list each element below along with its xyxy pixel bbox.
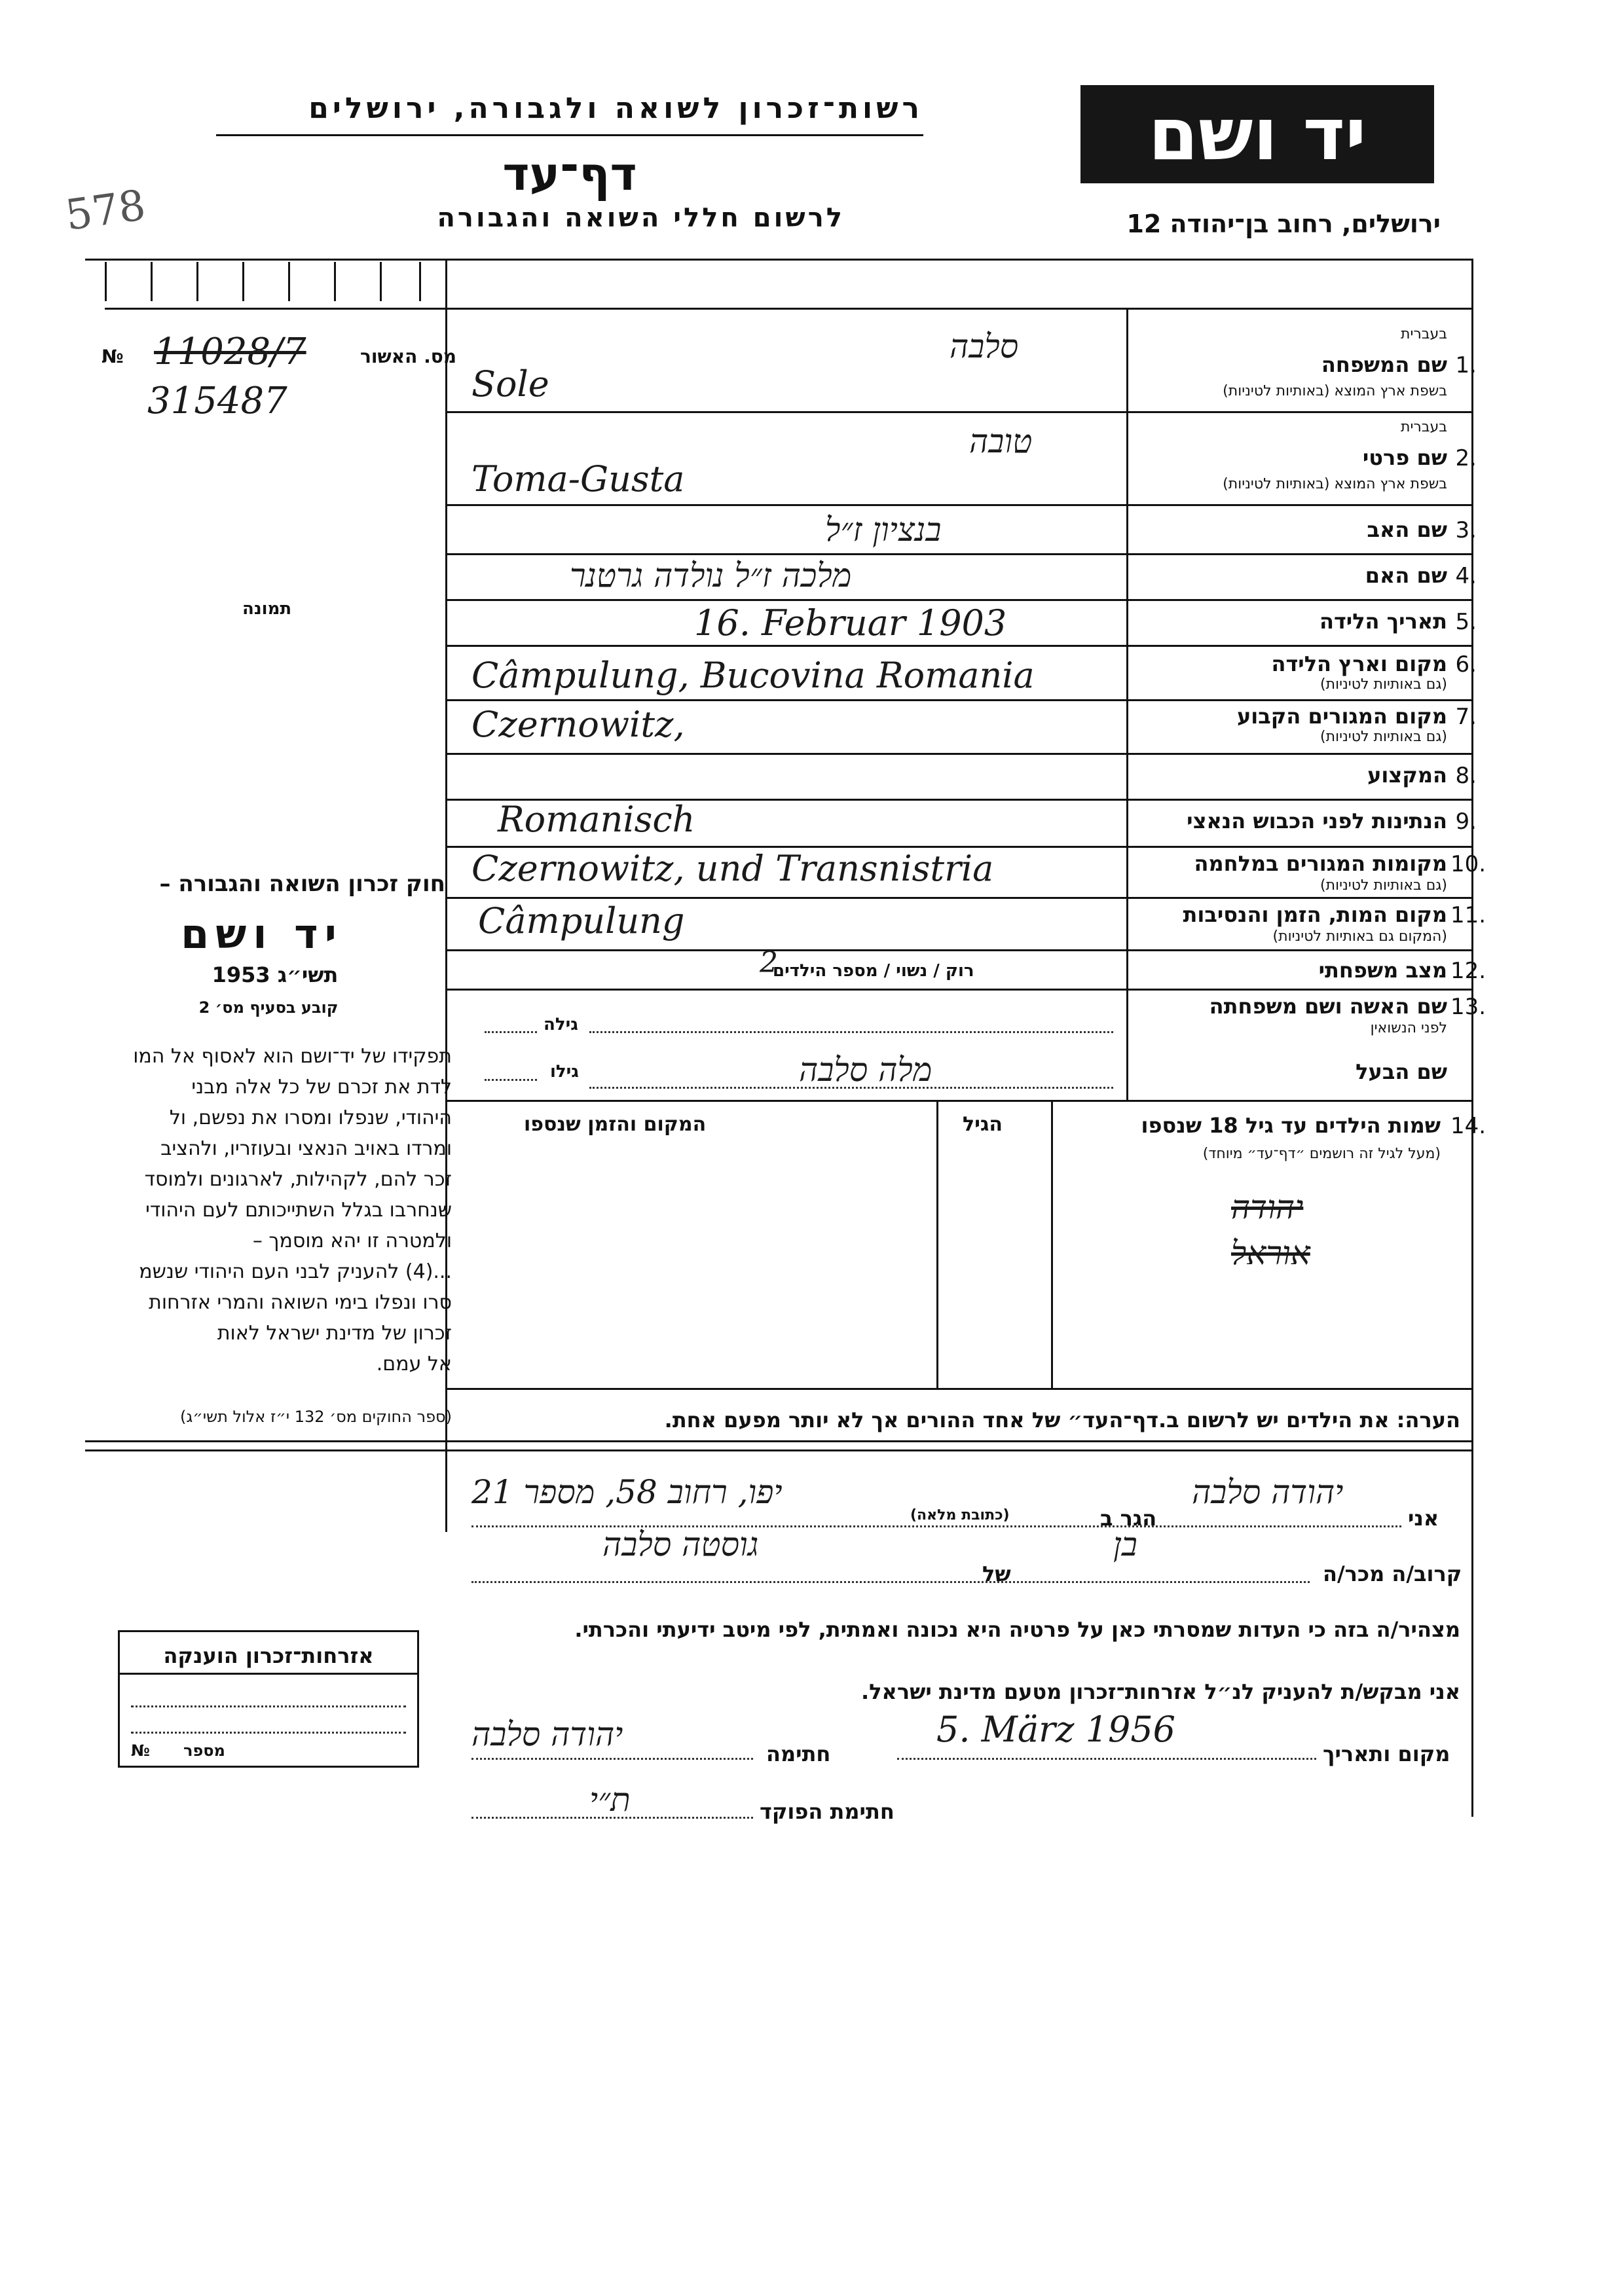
ruler-cell	[151, 262, 153, 301]
row12-number: 12.	[1450, 958, 1486, 984]
certificate-title-divider	[120, 1673, 417, 1675]
children-divider	[936, 1100, 938, 1388]
frame-second	[105, 308, 1473, 310]
husband-value[interactable]: מלה סלבה	[799, 1051, 932, 1089]
remark-divider-double	[85, 1449, 1473, 1451]
row2-label: שם פרטי	[1362, 445, 1447, 470]
child-entry-struck[interactable]: יהודה	[1231, 1188, 1304, 1226]
row7-note: (גם באותיות לטיניות)	[1320, 729, 1447, 745]
children-title: שמות הילדים עד גיל 18 שנספו	[1141, 1113, 1441, 1138]
remark-divider	[85, 1440, 1473, 1442]
law-line: ומרדו באויב הנאצי ובעוזריו, ולהציב	[160, 1137, 452, 1160]
row13-age-label: גילה	[544, 1015, 578, 1034]
row5-value[interactable]: 16. Februar 1903	[694, 602, 1007, 644]
row5-label: תאריך הלידה	[1319, 609, 1447, 634]
row11-number: 11.	[1450, 902, 1486, 928]
row3-number: 3.	[1455, 517, 1477, 543]
row-divider	[445, 411, 1473, 413]
remark: הערה: את הילדים יש לרשום ב.דף־העד״ של אחד ההורים אך לא יותר מפעם אחת.	[664, 1408, 1460, 1432]
row4-value[interactable]: מלכה ז״ל נולדה גרטנר	[570, 556, 852, 594]
decl-place-date-dots[interactable]	[897, 1758, 1316, 1760]
row-divider	[445, 553, 1473, 555]
certificate-dots[interactable]	[131, 1705, 406, 1707]
row-divider	[445, 897, 1473, 899]
row9-value[interactable]: Romanisch	[498, 799, 695, 840]
stamp-number: 578	[62, 181, 149, 241]
child-entry-struck[interactable]: אוראל	[1231, 1234, 1310, 1272]
husband-value-dots[interactable]	[589, 1087, 1113, 1089]
row6-value[interactable]: Câmpulung, Bucovina Romania	[471, 655, 1035, 696]
row2-hebrew-sub: בעברית	[1400, 419, 1447, 435]
decl-signature-dots[interactable]	[471, 1758, 753, 1760]
law-line: ולמטרה זו יהא מוסמך –	[252, 1230, 452, 1252]
decl-place-date-value[interactable]: 5. März 1956	[936, 1709, 1176, 1750]
row11-value[interactable]: Câmpulung	[478, 900, 685, 941]
row12-field-text: רוק / נשוי / מספר הילדים	[773, 961, 974, 981]
husband-age-label: גילו	[550, 1062, 579, 1082]
row1-note: בשפת ארץ המוצא (באותיות לטיניות)	[1223, 383, 1447, 399]
decl-relation-value[interactable]: בן	[1113, 1525, 1137, 1563]
children-number: 14.	[1450, 1113, 1486, 1139]
organization-address: ירושלים, רחוב בן־יהודה 12	[1126, 210, 1441, 238]
number-sign: №	[101, 346, 124, 367]
row1-label: שם המשפחה	[1321, 352, 1447, 377]
law-line: תפקידו של יד־ושם הוא לאסוף אל המו	[133, 1045, 452, 1068]
approval-number-value: 315487	[147, 380, 287, 422]
row7-value[interactable]: Czernowitz,	[471, 704, 685, 745]
decl-statement: מצהיר/ה בזה כי העדות שמסרתי כאן על פרטיה היא נכונה ואמתית, לפי מיטב ידיעתי והכרתי.	[574, 1617, 1460, 1642]
law-section: קובע בסעיף מס׳ 2	[198, 998, 339, 1017]
row8-number: 8.	[1455, 763, 1477, 789]
decl-i-value[interactable]: יהודה סלבה	[1192, 1473, 1344, 1511]
decl-of-label: של	[982, 1561, 1011, 1586]
row-divider	[445, 753, 1473, 755]
row3-value[interactable]: בנציון ז״ל	[825, 511, 942, 549]
decl-relation-dots[interactable]	[471, 1581, 1310, 1583]
approval-number-struck: 11028/7	[154, 331, 306, 373]
law-line: שנחרבו בגלל השתייכותם לעם היהודי	[145, 1199, 452, 1222]
row11-note: (המקום גם באותיות לטיניות)	[1272, 928, 1447, 945]
husband-label: שם הבעל	[1356, 1059, 1447, 1084]
ruler-cell	[242, 262, 244, 301]
row-divider	[445, 989, 1473, 991]
ruler-cell	[288, 262, 290, 301]
row3-label: שם האב	[1367, 517, 1447, 542]
row7-label: מקום המגורים הקבוע	[1236, 704, 1447, 729]
law-line: אל עמם.	[376, 1353, 452, 1376]
certificate-number-label: מספר	[183, 1741, 225, 1760]
page-subtitle: לרשום חללי השואה והגבורה	[437, 203, 845, 233]
law-line: זכר להם, לקהילות, לארגונים ולמוסד	[144, 1168, 452, 1191]
row6-note: (גם באותיות לטיניות)	[1320, 676, 1447, 693]
decl-address-value[interactable]: יפו, רחוב 58, מספר 21	[471, 1473, 783, 1511]
row9-label: הנתינות לפני הכבוש הנאצי	[1187, 809, 1447, 833]
row11-label: מקום המות, הזמן והנסיבות	[1183, 902, 1447, 927]
ruler-cell	[419, 262, 421, 301]
decl-official-value[interactable]: ת״י	[589, 1781, 631, 1819]
page-title: דף־עד	[502, 147, 637, 201]
yad-vashem-logo: יד ושם	[1080, 85, 1434, 183]
decl-relation-label: קרוב/ה מכר/ה	[1323, 1561, 1462, 1586]
row2-number: 2.	[1455, 445, 1477, 471]
row5-number: 5.	[1455, 609, 1477, 635]
law-line: ...(4) להעניק לבני העם היהודי שנשמ	[139, 1260, 452, 1283]
law-reference: (ספר החוקים מס׳ 132 י״ז אלול תשי״ג)	[179, 1408, 452, 1426]
row1-hebrew-sub: בעברית	[1400, 326, 1447, 342]
frame-top	[85, 259, 1473, 261]
row1-value[interactable]: Sole	[471, 363, 549, 405]
row9-number: 9.	[1455, 809, 1477, 835]
law-title: חוק זכרון השואה והגבורה –	[159, 871, 445, 897]
decl-of-value[interactable]: גוסטה סלבה	[602, 1525, 759, 1563]
law-name: יד ושם	[181, 910, 343, 958]
decl-signature-value[interactable]: יהודה סלבה	[471, 1715, 623, 1753]
approval-number-label: מס. האשור	[360, 346, 456, 367]
law-line: זכרון של מדינת ישראל לאות	[217, 1322, 452, 1345]
row10-label: מקומות המגורים במלחמה	[1194, 851, 1447, 876]
children-divider	[1051, 1100, 1053, 1388]
row6-label: מקום וארץ הלידה	[1271, 651, 1447, 676]
row2-note: בשפת ארץ המוצא (באותיות לטיניות)	[1223, 476, 1447, 492]
row2-hebrew-value[interactable]: טובה	[969, 422, 1033, 460]
children-age-header: הגיל	[963, 1113, 1003, 1136]
law-line: היהודי, שנפלו ומסרו את נפשם, ול	[169, 1106, 452, 1129]
header-divider	[216, 134, 923, 136]
ruler-cell	[380, 262, 382, 301]
decl-request: אני מבקש/ת להעניק לנ״ל אזרחות־זכרון מטעם מדינת ישראל.	[861, 1679, 1460, 1704]
law-body	[98, 1041, 452, 1379]
row1-hebrew-value[interactable]: סלבה	[950, 327, 1019, 365]
husband-age-dots[interactable]	[485, 1079, 537, 1081]
children-note: (מעל לגיל זה רושמים ״דף־עד״ מיוחד)	[1202, 1146, 1441, 1162]
certificate-title: אזרחות־זכרון הוענקה	[163, 1643, 374, 1668]
row-divider	[445, 699, 1473, 701]
frame-right-edge	[1471, 259, 1473, 1817]
row13-number: 13.	[1450, 994, 1486, 1020]
organization-name: רשות־זכרון לשואה ולגבורה, ירושלים	[308, 92, 923, 125]
decl-official-label: חתימת הפוקד	[760, 1799, 895, 1824]
law-line: סרו ונפלו בימי השואה והמרי אזרחות	[149, 1291, 452, 1314]
row13-note: לפני הנשואין	[1370, 1020, 1447, 1036]
row4-label: שם האם	[1365, 563, 1447, 588]
decl-signature-label: חתימה	[766, 1741, 831, 1766]
decl-place-date-label: מקום ותאריך	[1323, 1741, 1450, 1766]
row-divider	[445, 1100, 1473, 1102]
row12-label: מצב משפחתי	[1318, 958, 1447, 983]
decl-official-dots[interactable]	[471, 1817, 753, 1819]
decl-full-address-label: (כתובת מלאה)	[910, 1507, 1010, 1523]
row13-age-dots[interactable]	[485, 1031, 537, 1033]
children-bottom	[445, 1388, 1473, 1390]
row6-number: 6.	[1455, 651, 1477, 678]
row10-note: (גם באותיות לטיניות)	[1320, 877, 1447, 894]
row13-label: שם האשה ושם משפחתה	[1209, 994, 1447, 1019]
row-divider	[445, 949, 1473, 951]
ruler-cell	[196, 262, 198, 301]
row-divider	[445, 504, 1473, 506]
row4-number: 4.	[1455, 563, 1477, 589]
row12-value[interactable]: 2	[760, 946, 778, 979]
row1-number: 1.	[1455, 352, 1477, 378]
ruler-cell	[334, 262, 336, 301]
decl-i-label: אני	[1408, 1506, 1439, 1531]
row-divider	[445, 599, 1473, 601]
row2-value[interactable]: Toma-Gusta	[471, 458, 685, 500]
row10-value[interactable]: Czernowitz, und Transnistria	[471, 848, 994, 889]
photo-label: תמונה	[242, 599, 292, 619]
certificate-dots[interactable]	[131, 1732, 406, 1734]
children-place-header: המקום והזמן שנספו	[524, 1113, 707, 1136]
frame-label-divider	[1126, 308, 1128, 1100]
decl-resident-label: הגר ב	[1100, 1506, 1157, 1531]
row8-label: המקצוע	[1367, 763, 1447, 788]
row7-number: 7.	[1455, 704, 1477, 730]
row-divider	[445, 645, 1473, 647]
row10-number: 10.	[1450, 851, 1486, 877]
certificate-number-sign: №	[131, 1741, 150, 1760]
law-line: לדת את זכרם של כל אלה מבני	[191, 1076, 452, 1099]
law-year: תשי״ג 1953	[212, 962, 339, 987]
ruler-cell	[105, 262, 107, 301]
row13-value-dots[interactable]	[589, 1031, 1113, 1033]
